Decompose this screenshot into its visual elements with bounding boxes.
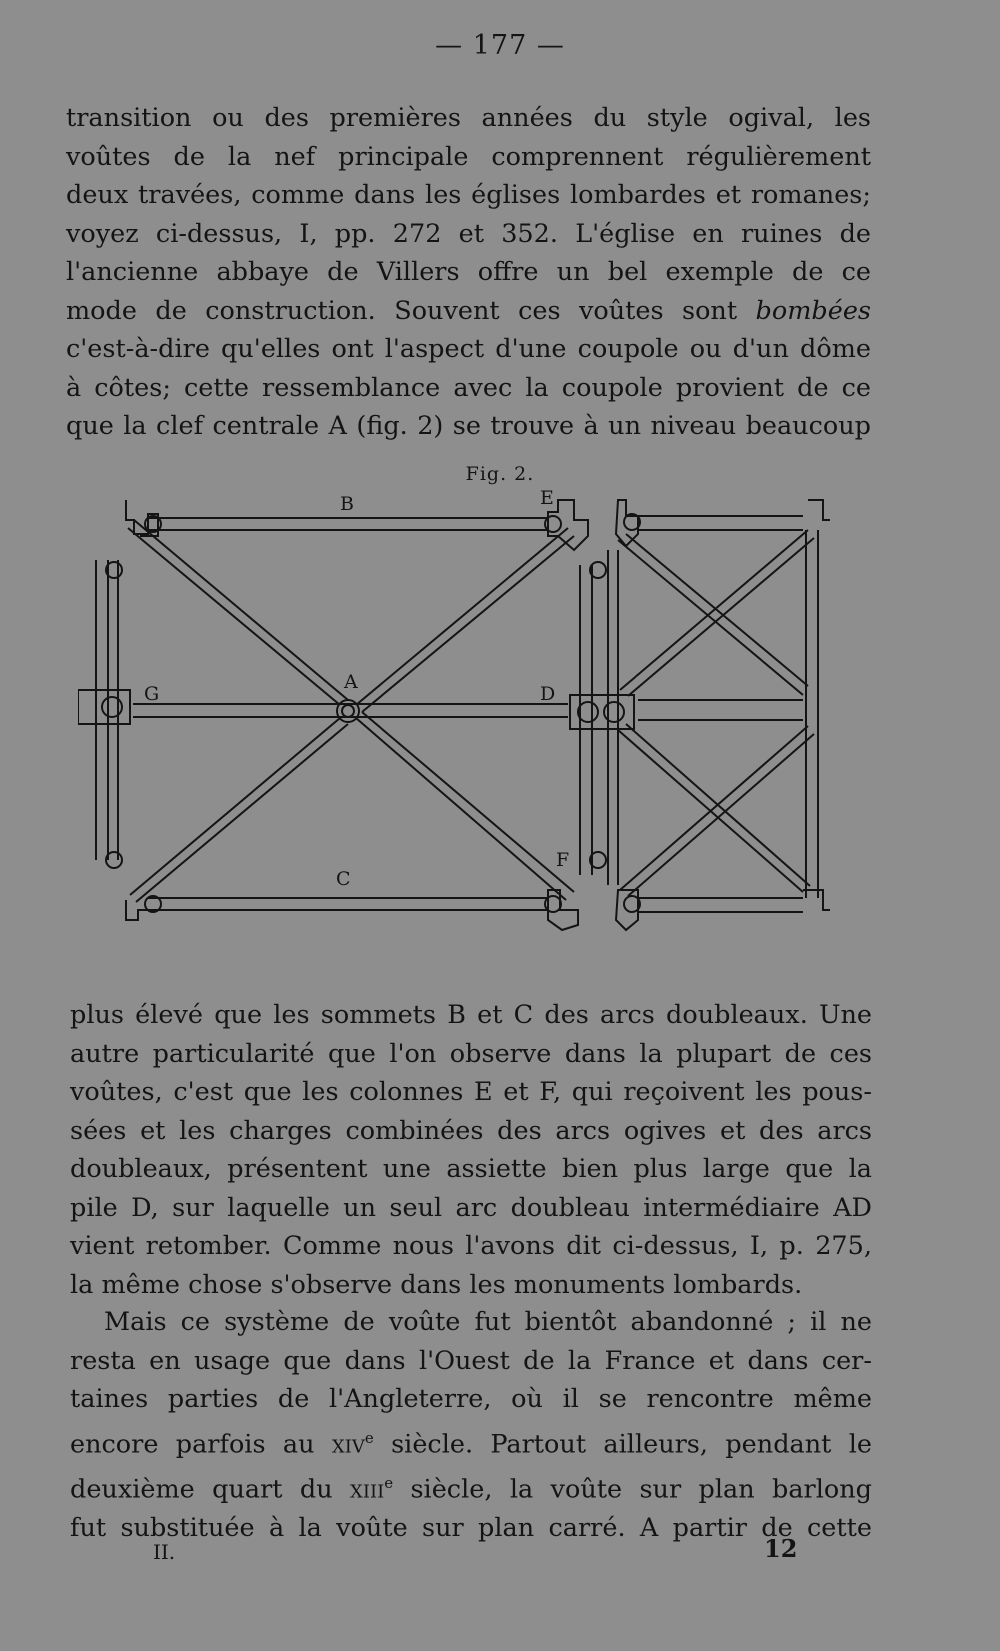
text-line: plus élevé que les sommets B et C des arcs doubleaux. Une — [70, 1000, 872, 1030]
text-line-with-italic — [66, 292, 871, 331]
text-line: voûtes, c'est que les colonnes E et F, qui reçoivent les pous- — [70, 1077, 872, 1107]
label-E: E — [540, 490, 554, 509]
text-segment: deuxième quart du — [70, 1474, 333, 1504]
paragraph-1 — [66, 99, 871, 446]
text-line: la même chose s'observe dans les monuments lombards. — [70, 1269, 803, 1300]
text-line-with-century — [70, 1419, 872, 1464]
text-line: autre particularité que l'on observe dans la plupart de ces — [70, 1038, 872, 1069]
text-segment: siècle, la voûte sur plan barlong — [410, 1474, 872, 1504]
text-line: sées et les charges combinées des arcs ogives et des arcs — [70, 1115, 872, 1146]
page-number: — 177 — — [435, 30, 565, 61]
text-line: voyez ci-dessus, I, pp. 272 et 352. L'église en ruines de — [66, 218, 871, 249]
text-line: doubleaux, présentent une assiette bien plus large que la — [70, 1154, 872, 1184]
century-superscript: e — [384, 1473, 394, 1492]
paragraph-2 — [70, 996, 872, 1304]
text-line: voûtes de la nef principale comprennent régulièrement — [66, 141, 871, 172]
text-segment: encore parfois au — [70, 1429, 315, 1459]
text-line: fut substituée à la voûte sur plan carré. A partir de cette — [70, 1512, 872, 1543]
label-C: C — [336, 868, 351, 890]
text-line-with-century — [70, 1464, 872, 1509]
label-G: G — [144, 683, 160, 705]
vault-plan-figure — [78, 490, 878, 980]
vault-plan-drawing — [78, 490, 878, 980]
text-line: deux travées, comme dans les églises lombardes et romanes; — [66, 180, 871, 210]
italic-term: bombées — [755, 295, 871, 326]
text-segment: mode de construction. Souvent ces voûtes sont — [66, 295, 738, 326]
signature-mark: II. — [153, 1540, 176, 1564]
text-line: pile D, sur laquelle un seul arc doubleau intermédiaire AD — [70, 1192, 872, 1223]
figure-caption: Fig. 2. — [465, 463, 535, 485]
text-line: que la clef centrale A (fig. 2) se trouve à un niveau beaucoup — [66, 411, 871, 441]
text-line: à côtes; cette ressemblance avec la coupole provient de ce — [66, 372, 871, 403]
text-line: c'est-à-dire qu'elles ont l'aspect d'une coupole ou d'un dôme — [66, 334, 871, 364]
text-line: resta en usage que dans l'Ouest de la France et dans cer- — [70, 1345, 872, 1376]
label-A: A — [344, 671, 358, 693]
century-numeral: xiv — [331, 1429, 365, 1459]
text-line: l'ancienne abbaye de Villers offre un bel exemple de ce — [66, 257, 871, 287]
sheet-number: 12 — [764, 1534, 798, 1563]
text-line: vient retomber. Comme nous l'avons dit ci-dessus, I, p. 275, — [70, 1231, 872, 1261]
century-superscript: e — [364, 1428, 374, 1447]
label-B: B — [340, 493, 354, 515]
text-segment: siècle. Partout ailleurs, pendant le — [391, 1429, 872, 1459]
text-line: transition ou des premières années du style ogival, les — [66, 103, 871, 133]
text-line: taines parties de l'Angleterre, où il se rencontre même — [70, 1384, 872, 1414]
paragraph-3 — [70, 1303, 872, 1547]
text-line: Mais ce système de voûte fut bientôt abandonné ; il ne — [104, 1307, 872, 1337]
label-F: F — [556, 849, 570, 871]
label-D: D — [540, 683, 556, 705]
century-numeral: xiii — [350, 1474, 385, 1504]
